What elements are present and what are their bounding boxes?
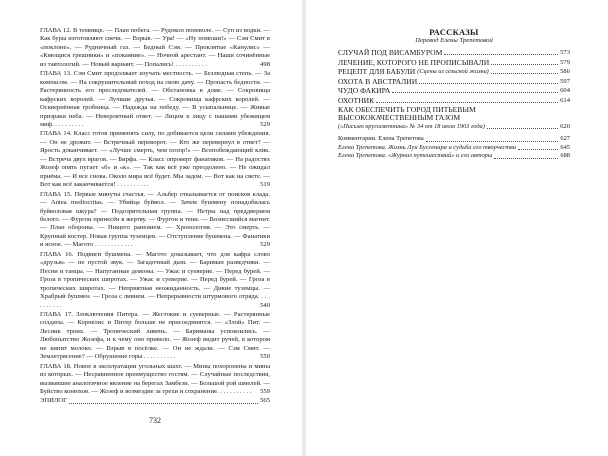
story-title: РЕЦЕПТ ДЛЯ БАБУЛИ	[338, 67, 416, 77]
story-title: СЛУЧАЙ ПОД ВИСАМБУРОМ	[338, 48, 443, 57]
entry-text: ГЛАВА 18. Новое в эксплуатации угольных шахт. — Мины похоронены и мины из которых. — Несравненное преимущество гостям. — Случайные последствия, вызвавшие аналогичное явление на берегах Замбези. — Большой рой шмелей. — Буйство конюхов. — Жозеф и возмездие за грехи и сохранение.	[40, 362, 270, 396]
toc-entry-chapter-14[interactable]: ГЛАВА 14. Класс готов применять силу, по добивается цели силами убеждения. — Он не дрожит. — Встречный переворот. — Кто же перевернул в ответ? — Ярость доканчивает. — «Лучше смерть, чем позор!» — Всепобеждающий клик. — Встреча двух врагов. — Бирфа. — Класс опроверг фанатиков. — На радостях Жозеф опять пугает «б» и «к». — Так как всё уже преодолено. — Не ожидал приёма. — И все снова. Около мира всё будет. Мы задом. — Вот как на свете. — Вот как всё заканчивается! . . . . . . . . . . 519	[40, 130, 270, 189]
toc-commentary-1[interactable]	[338, 135, 570, 144]
toc-entry-chapter-12[interactable]: ГЛАВА 12. В темнице. — План побега. — Рудокоп поневоле. — Суп из водки. — Как буры изготовляют свечи. — Взрыв. — Ура! — «Ну помоши!» — Сэм Смит в «поклоне». — Рудничный газ. — Бедный Сэм. — Проклятые «Канулис» — «Кяющися грешники» и «покаяние». — Ночной арестант. — Наши сочинённые из тавтологий. — Новый вариант. — Попались! . . . . . . . . . . 498	[40, 27, 270, 68]
story-page: 586	[560, 68, 570, 76]
entry-page: 498	[260, 60, 270, 68]
toc-entry-chapter-18[interactable]: ГЛАВА 18. Новое в эксплуатации угольных шахт. — Мины похоронены и мины из которых. — Несравненное преимущество гостям. — Случайные последствия, вызвавшие аналогичное явление на берегах Замбези. — Большой рой шмелей. — Буйство конюхов. — Жозеф и возмездие за грехи и сохранение. . . . . . . . . . . 559	[40, 362, 270, 396]
page-number: 732	[149, 416, 161, 425]
story-title: КАК ОБЕСПЕЧИТЬ ГОРОД ПИТЬЕВЫМ ВЫСОКОКАЧЕСТВЕННЫМ ГАЗОМ	[338, 104, 476, 123]
entry-page: 565	[260, 397, 270, 405]
commentary-page: 627	[560, 134, 570, 142]
story-title: ЛЕЧЕНИЕ, КОТОРОГО НЕ ПРОПИСЫВАЛИ	[338, 57, 490, 67]
dot-leader	[69, 397, 258, 403]
toc-story-5[interactable]	[338, 86, 570, 96]
entry-page: 559	[260, 388, 270, 396]
entry-text: ГЛАВА 13. Сэм Смит продолжает изучать местность. — Безлюдная степь. — За компасом. — На сокрушительный поход на свою дачу. — Пропасть бедности. — Растерянность его преследователей. — Обстановка в доме. — Сокровища кафрских королей. — Лучшие друзья. — Сокровища кафрских королей. — Осквернённая гробница. — Надежда на победу. — В усыпальнице. — Живые призраки неба. — Невероятный ответ. — Лицом к лицу с нашими убежищем миф.	[40, 70, 270, 128]
story-page: 597	[560, 77, 570, 85]
commentary-page: 645	[560, 143, 570, 151]
dot-leader	[392, 92, 558, 93]
story-note: («Письмо кругосветника» № 34 от 18 июля 1903 года)	[338, 122, 485, 130]
dot-leader	[518, 144, 559, 151]
toc-story-4[interactable]	[338, 77, 570, 87]
entry-page: 529	[260, 120, 270, 128]
story-note-line	[338, 123, 570, 131]
dot-leader	[491, 73, 558, 74]
toc-entry-chapter-16[interactable]: ГЛАВА 16. Подвиги бушмена. — Магото доказывает, что для кафра слово «друзья» — не пустой звук. — Загадочный дым. — Бариман разведчики. — Песни и танцы. — Напуганные демоны. — Ужас и суеверие. — Перед бурей. — Гроза в тропических широтах. — Ужас и суеверие. — Перед бурей. — Гроза в тропических широтах. — Неприятная неожиданность. — Дикие туземцы. — Храбрый бушмен. — Гроза с ливнем. — Непрерывности штурмового отряда. . . . . . . . . . . 540	[40, 250, 270, 309]
dot-leader	[376, 102, 558, 103]
left-page	[40, 27, 270, 407]
toc-commentary-3[interactable]	[338, 152, 570, 161]
entry-page: 529	[260, 241, 270, 249]
dot-leader	[491, 64, 558, 65]
entry-page: 519	[260, 181, 270, 189]
entry-page: 550	[260, 353, 270, 361]
toc-story-7[interactable]	[338, 106, 570, 131]
dot-leader	[419, 83, 558, 84]
toc-entry-epilog[interactable]	[40, 397, 270, 405]
section-title: РАССКАЗЫ	[429, 27, 479, 37]
story-title: ОХОТА В АВСТРАЛИИ	[338, 76, 418, 86]
story-page: 614	[560, 96, 570, 104]
story-title: ЧУДО ФАКИРА	[338, 86, 391, 96]
toc-story-2[interactable]	[338, 58, 570, 68]
dot-leader	[426, 135, 559, 142]
toc-story-1[interactable]	[338, 48, 570, 58]
story-page: 604	[560, 87, 570, 95]
entry-text: ГЛАВА 14. Класс готов применять силу, по добивается цели силами убеждения. — Он не дрожит. — Встречный переворот. — Кто же перевернул в ответ? — Ярость доканчивает. — «Лучше смерть, чем позор!» — Всепобеждающий клик. — Встреча двух врагов. — Бирфа. — Класс опроверг фанатиков. — На радостях Жозеф опять пугает «б» и «к». — Так как всё уже преодолено. — Не ожидал приёма. — И все снова. Около мира всё будет. Мы задом. — Вот как на свете. — Вот как всё заканчивается!	[40, 130, 270, 189]
commentary-title: Елена Трепетова. «Журнал путешествий» и его авторы	[338, 152, 493, 160]
entry-text: ГЛАВА 12. В темнице. — План побега. — Рудокоп поневоле. — Суп из водки. — Как буры изготовляют свечи. — Взрыв. — Ура! — «Ну помоши!» — Сэм Смит в «поклоне». — Рудничный газ. — Бедный Сэм. — Проклятые «Канулис» — «Кяющися грешники» и «покаяние». — Ночной арестант. — Наши сочинённые из тавтологий. — Новый вариант. — Попались!	[40, 27, 270, 68]
commentary-title: Елена Трепетова. Жизнь Луи Буссенара и судьба его творчества	[338, 143, 516, 151]
toc-entry-chapter-17[interactable]: ГЛАВА 17. Злоключения Питера. — Жестокие и суеверные. — Растерянные солдаты. — Корнелис и Питер больше не присоединятся. — «Злой» Пит. — Лесник троих. — Тропический ливень. — Бариманы успокоились. — Любопытство Жозефа, и к чему оно привело. — Жозеф видит ручей, в котором не кипит молоко. — Взрыв в посёлке. — Он не ждали. — Сэм Смит. — Землетрясение? — Обрушение горы . . . . . . . . . . 550	[40, 310, 270, 361]
entry-text: ГЛАВА 15. Первые минуты счастья. — Альбер отказывается от поисков клада. — Antea mediocritas. — Убийца буйвол. — Зачем бушмену понадобилась буйволовая шкура? — Подозрительная группа. — Нетры над преддверием белого. — Фургон принесён в жертву. — Фургон и тени. — Вознесшийся магнит. — План обороны. — Нищего ранением. — Хронология. — Это смерть. — Крупный костер. Новая группа туземцев. — Отступление бушмена. — Фанатики и ясное. — Магото	[40, 190, 270, 249]
toc-story-3[interactable]	[338, 67, 570, 77]
dot-leader	[487, 123, 558, 129]
entry-text: ЭПИЛОГ	[40, 397, 67, 405]
story-title: ОХОТНИК	[338, 95, 375, 105]
toc-commentary-2[interactable]	[338, 144, 570, 153]
commentary-title: Комментарии. Елена Трепетова	[338, 134, 424, 142]
entry-page: 540	[260, 301, 270, 309]
section-subtitle: Перевод Елены Трепетовой	[415, 37, 493, 44]
story-page: 573	[560, 49, 570, 56]
dot-leader	[444, 54, 558, 55]
entry-text: ГЛАВА 17. Злоключения Питера. — Жестокие и суеверные. — Растерянные солдаты. — Корнелис и Питер больше не присоединятся. — «Злой» Пит. — Лесник троих. — Тропический ливень. — Бариманы успокоились. — Любопытство Жозефа, и к чему оно привело. — Жозеф видит ручей, в котором не кипит молоко. — Взрыв в посёлке. — Он не ждали. — Сэм Смит. — Землетрясение? — Обрушение горы	[40, 310, 270, 361]
entry-text: ГЛАВА 16. Подвиги бушмена. — Магото доказывает, что для кафра слово «друзья» — не пустой звук. — Загадочный дым. — Бариман разведчики. — Песни и танцы. — Напуганные демоны. — Ужас и суеверие. — Перед бурей. — Гроза в тропических широтах. — Ужас и суеверие. — Перед бурей. — Гроза в тропических широтах. — Неприятная неожиданность. — Дикие туземцы. — Храбрый бушмен. — Гроза с ливнем. — Непрерывности штурмового отряда.	[40, 250, 270, 301]
story-page: 620	[560, 122, 570, 130]
commentary-page: 688	[560, 152, 570, 160]
toc-entry-chapter-13[interactable]: ГЛАВА 13. Сэм Смит продолжает изучать местность. — Безлюдная степь. — За компасом. — На сокрушительный поход на свою дачу. — Пропасть бедности. — Растерянность его преследователей. — Обстановка в доме. — Сокровища кафрских королей. — Лучшие друзья. — Сокровища кафрских королей. — Осквернённая гробница. — Надежда на победу. — В усыпальнице. — Живые призраки неба. — Невероятный ответ. — Лицом к лицу с нашими убежищем миф. . . . . . . . . . 529	[40, 70, 270, 128]
right-page	[338, 27, 570, 161]
story-note: (Сцены из сельской жизни)	[417, 68, 489, 76]
dot-leader	[494, 152, 558, 159]
toc-entry-chapter-15[interactable]: ГЛАВА 15. Первые минуты счастья. — Альбер отказывается от поисков клада. — Antea mediocritas. — Убийца буйвол. — Зачем бушмену понадобилась буйволовая шкура? — Подозрительная группа. — Нетры над преддверием белого. — Фургон принесён в жертву. — Фургон и тени. — Вознесшийся магнит. — План обороны. — Нищего ранением. — Хронология. — Это смерть. — Крупный костер. Новая группа туземцев. — Отступление бушмена. — Фанатики и ясное. — Магото . . . . . . . . . . . . 529	[40, 190, 270, 249]
book-gutter	[301, 0, 307, 456]
story-page: 579	[560, 58, 570, 66]
